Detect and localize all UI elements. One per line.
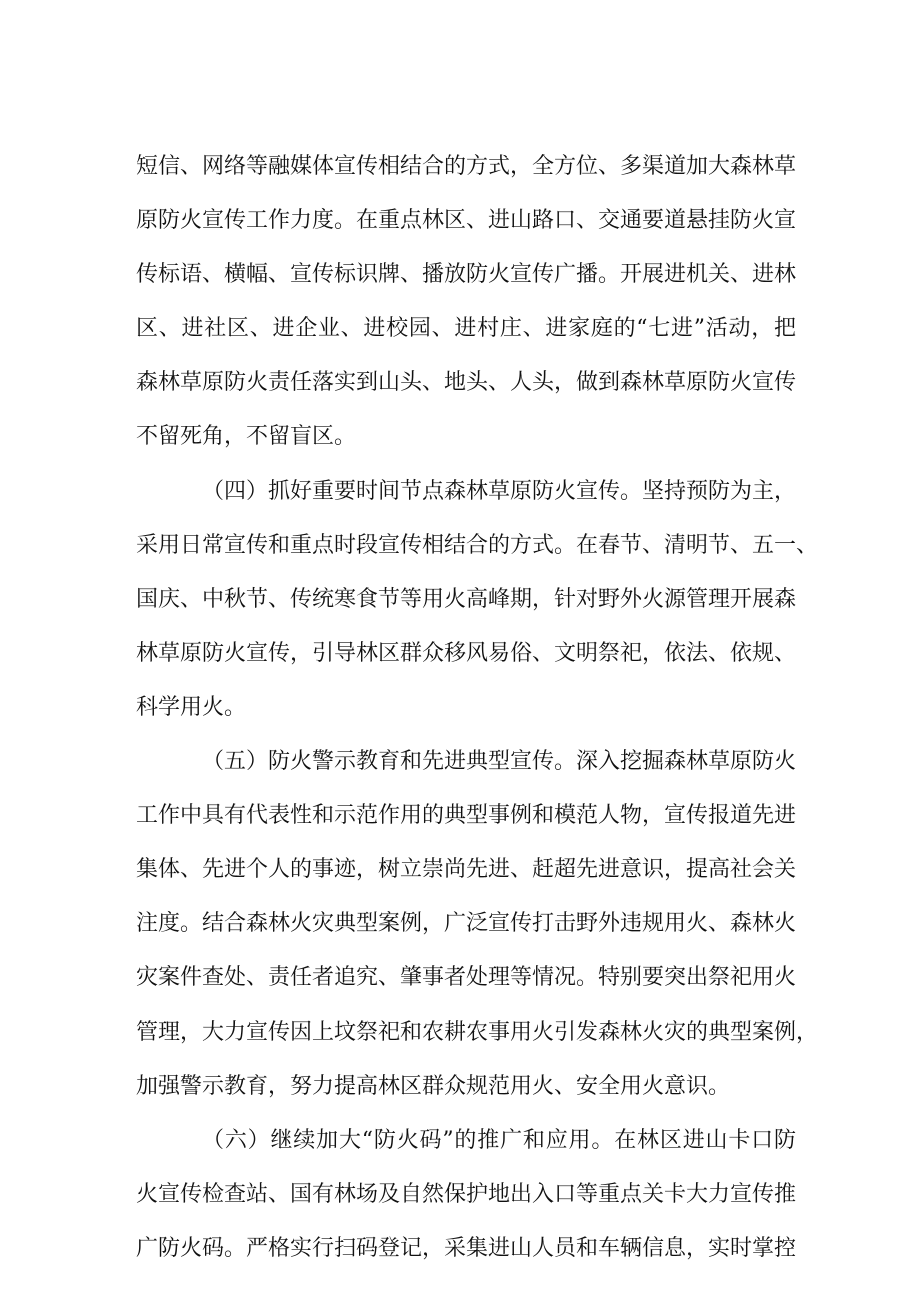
paragraph-line: 森林草原防火责任落实到山头、地头、人头，做到森林草原防火宣传 xyxy=(136,370,797,396)
paragraph-line: 管理，大力宣传因上坟祭祀和农耕农事用火引发森林火灾的典型案例， xyxy=(136,1019,819,1045)
section-heading-line: （四）抓好重要时间节点森林草原防火宣传。坚持预防为主， xyxy=(202,478,797,504)
paragraph-line: 采用日常宣传和重点时段宣传相结合的方式。在春节、清明节、五一、 xyxy=(136,532,819,558)
paragraph-line: 区、进社区、进企业、进校园、进村庄、进家庭的“七进”活动，把 xyxy=(136,316,796,342)
paragraph-line: 火宣传检查站、国有林场及自然保护地出入口等重点关卡大力宣传推 xyxy=(136,1181,797,1207)
paragraph-line: 工作中具有代表性和示范作用的典型事例和模范人物，宣传报道先进 xyxy=(136,803,797,829)
paragraph-line: 加强警示教育，努力提高林区群众规范用火、安全用火意识。 xyxy=(136,1073,731,1099)
paragraph-line: 广防火码。严格实行扫码登记，采集进山人员和车辆信息，实时掌控 xyxy=(136,1235,797,1261)
paragraph-line: 注度。结合森林火灾典型案例，广泛宣传打击野外违规用火、森林火 xyxy=(136,911,797,937)
paragraph-line: 国庆、中秋节、传统寒食节等用火高峰期，针对野外火源管理开展森 xyxy=(136,586,797,612)
paragraph-line: 林草原防火宣传，引导林区群众移风易俗、文明祭祀，依法、依规、 xyxy=(136,640,797,666)
paragraph-line: 科学用火。 xyxy=(136,694,247,720)
section-heading-line: （六）继续加大“防火码”的推广和应用。在林区进山卡口防 xyxy=(202,1127,796,1153)
paragraph-line: 不留死角，不留盲区。 xyxy=(136,424,357,450)
paragraph-line: 原防火宣传工作力度。在重点林区、进山路口、交通要道悬挂防火宣 xyxy=(136,208,797,234)
paragraph-line: 传标语、横幅、宣传标识牌、播放防火宣传广播。开展进机关、进林 xyxy=(136,262,797,288)
paragraph-line: 短信、网络等融媒体宣传相结合的方式，全方位、多渠道加大森林草 xyxy=(136,154,797,179)
paragraph-line: 集体、先进个人的事迹，树立崇尚先进、赶超先进意识，提高社会关 xyxy=(136,857,797,883)
section-heading-line: （五）防火警示教育和先进典型宣传。深入挖掘森林草原防火 xyxy=(202,749,797,775)
paragraph-line: 灾案件查处、责任者追究、肇事者处理等情况。特别要突出祭祀用火 xyxy=(136,965,797,991)
document-body xyxy=(136,148,819,1284)
